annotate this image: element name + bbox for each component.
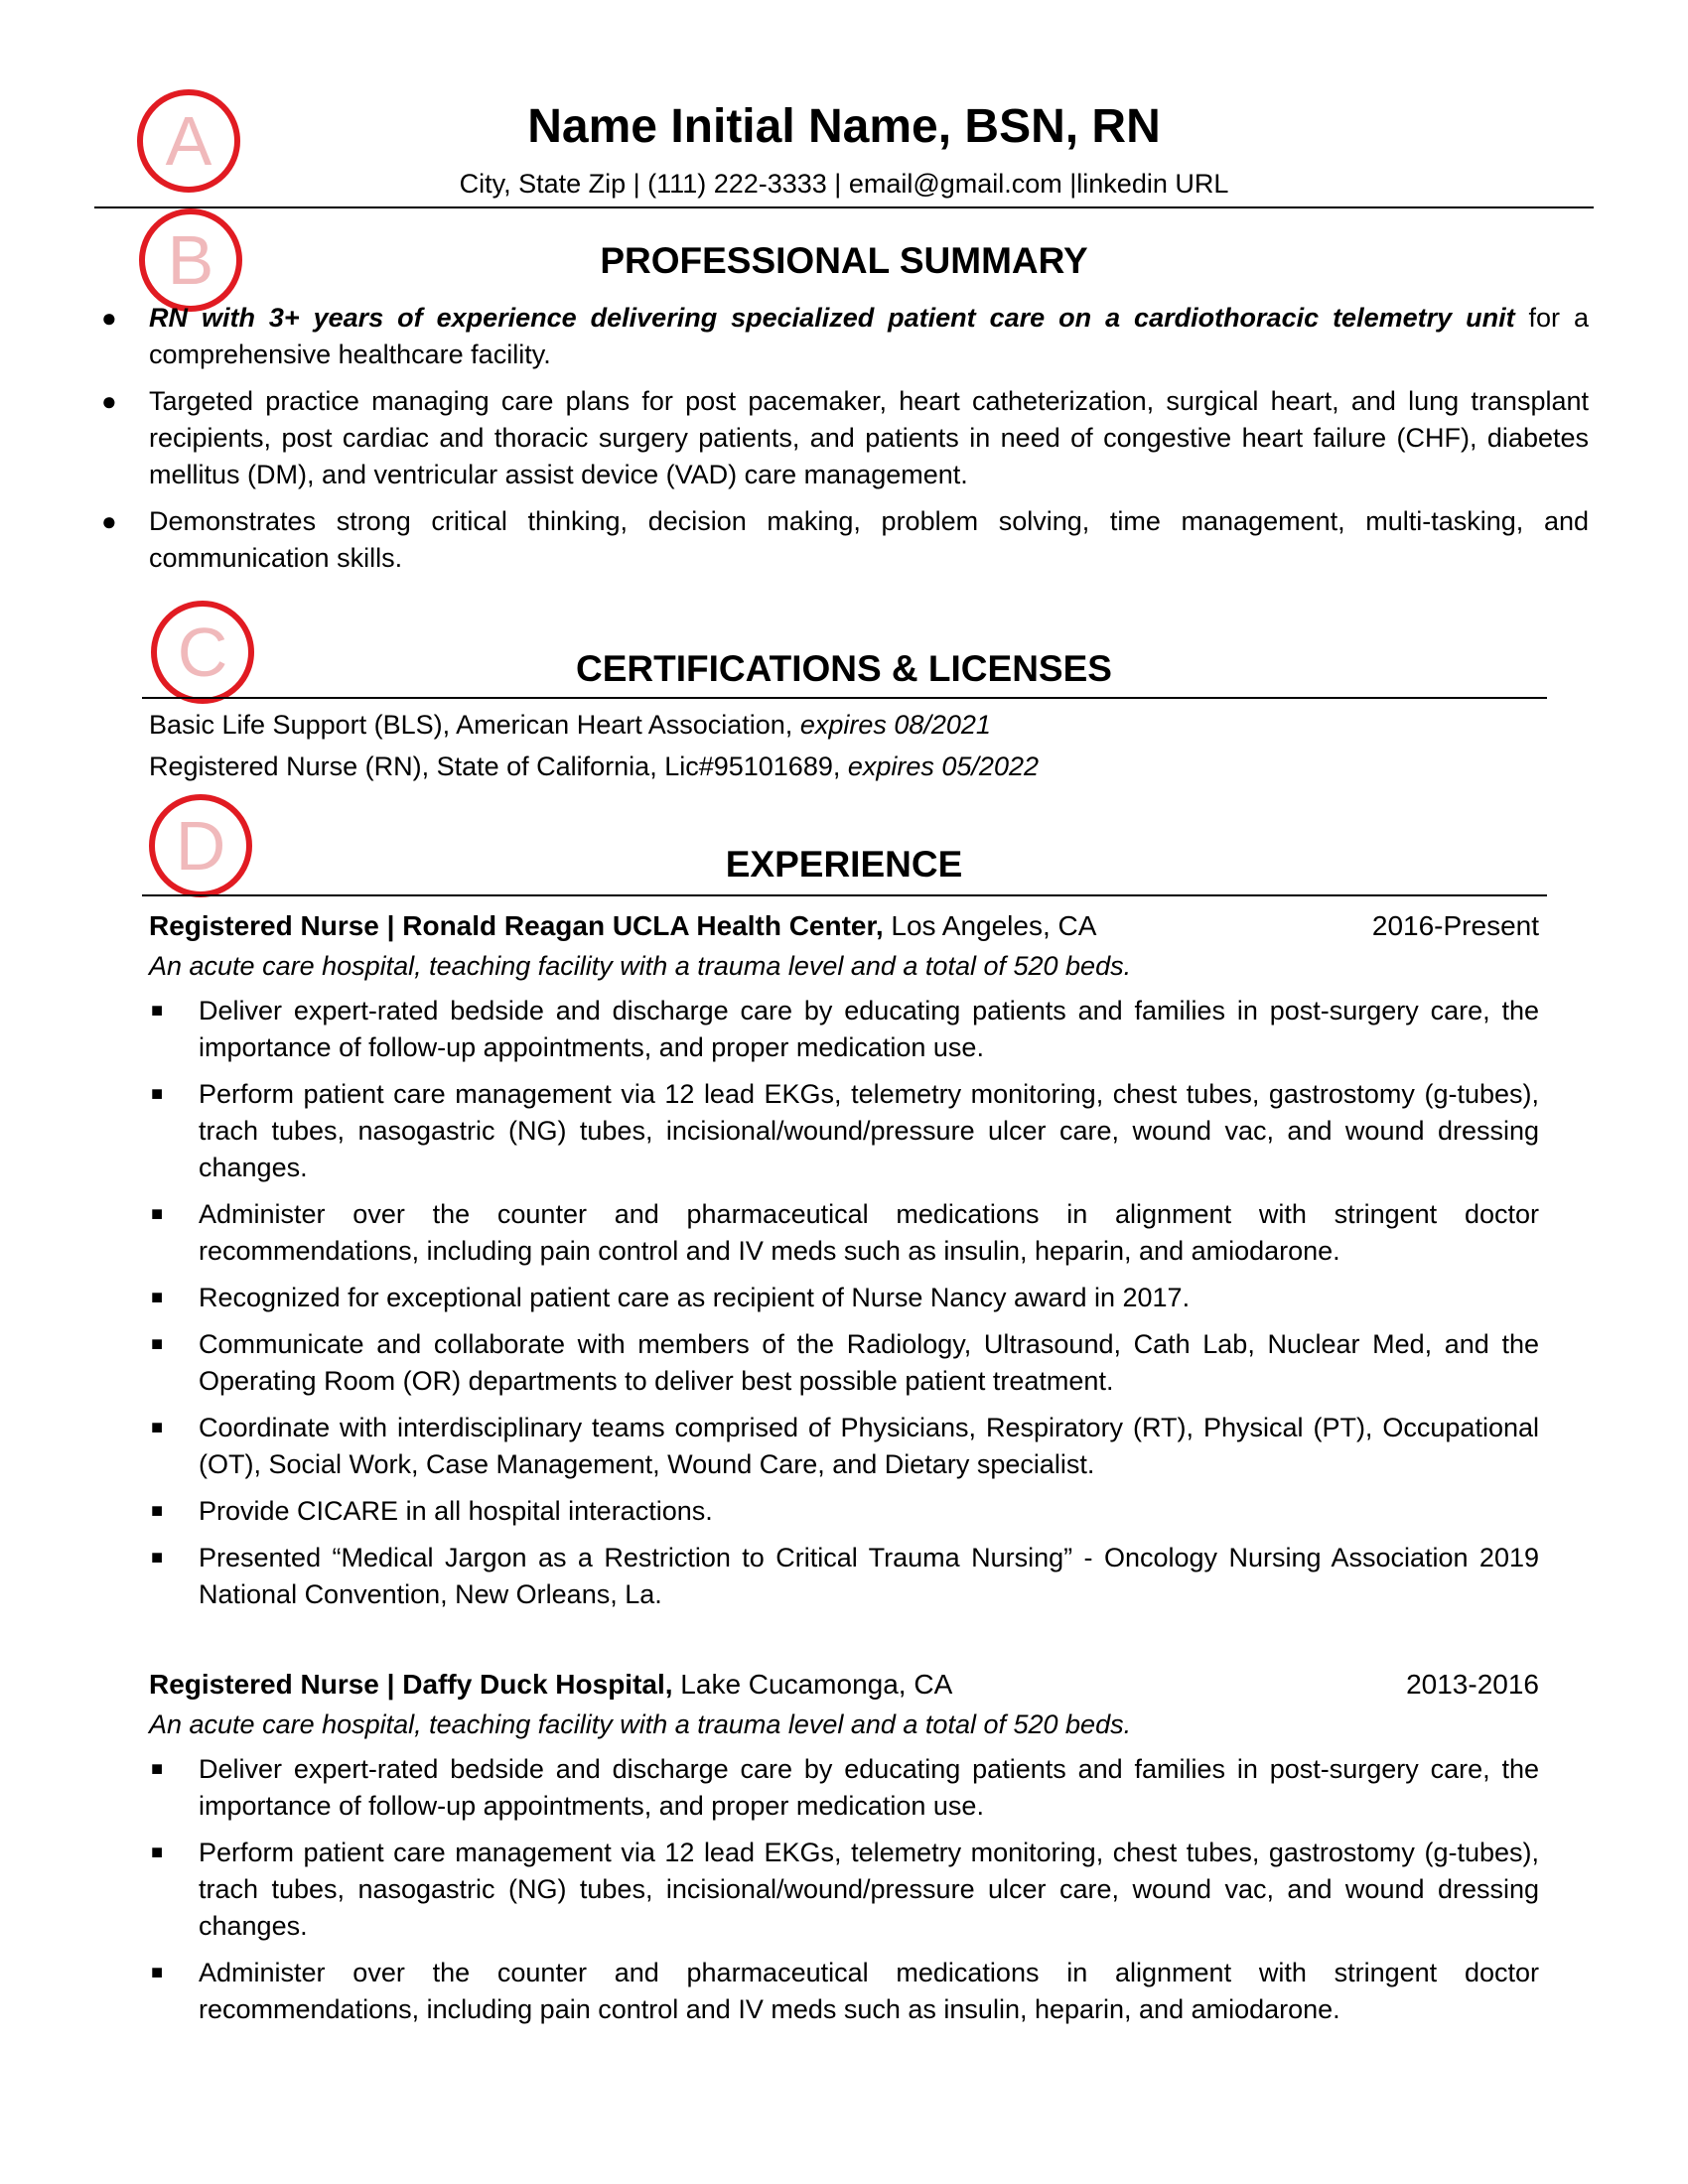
certification-text: Basic Life Support (BLS), American Heart Association,	[149, 710, 800, 740]
list-item: ■ Communicate and collaborate with members of the Radiology, Ultrasound, Cath Lab, Nuclear Med, and the Operating Room (OR) departments to deliver best possible patient treatment.	[199, 1326, 1539, 1400]
certifications-divider	[142, 697, 1547, 699]
summary-heading: PROFESSIONAL SUMMARY	[600, 240, 1088, 281]
summary-item-text: Demonstrates strong critical thinking, decision making, problem solving, time management, multi-tasking, and communication skills.	[149, 506, 1589, 573]
summary-item-text: Targeted practice managing care plans for post pacemaker, heart catheterization, surgical heart, and lung transplant recipients, post cardiac and thoracic surgery patients, and patients in need of congestive heart failure (CHF), diabetes mellitus (DM), and ventricular assist device (VAD) care management.	[149, 386, 1589, 489]
certification-item	[149, 749, 1039, 785]
summary-list	[101, 300, 1589, 587]
job-title: Registered Nurse | Ronald Reagan UCLA Health Center,	[149, 910, 884, 941]
job-location: Los Angeles, CA	[883, 910, 1097, 941]
job-dates: 2013-2016	[1406, 1669, 1539, 1700]
job-header	[149, 907, 1539, 945]
bullet-dot-icon: ●	[101, 506, 117, 536]
summary-item	[101, 503, 1589, 577]
job-bullets	[151, 993, 1539, 1623]
square-bullet-icon: ■	[151, 1287, 164, 1308]
annotation-marker-d: D	[149, 794, 252, 897]
job-title: Registered Nurse | Daffy Duck Hospital,	[149, 1669, 673, 1700]
certification-text: Registered Nurse (RN), State of California, Lic#95101689,	[149, 751, 848, 781]
certification-expiry: expires 08/2021	[799, 710, 991, 740]
list-item: ■ Coordinate with interdisciplinary teams comprised of Physicians, Respiratory (RT), Physical (PT), Occupational (OT), Social Work, Case Management, Wound Care, and Dietary specialist.	[199, 1410, 1539, 1483]
square-bullet-icon: ■	[151, 1758, 164, 1780]
candidate-name: Name Initial Name, BSN, RN	[527, 100, 1161, 153]
summary-item-highlight: RN with 3+ years of experience delivering specialized patient care on a cardiothoracic telemetry unit	[149, 303, 1515, 333]
square-bullet-icon: ■	[151, 1000, 164, 1022]
square-bullet-icon: ■	[151, 1547, 164, 1569]
list-item: ■ Perform patient care management via 12 lead EKGs, telemetry monitoring, chest tubes, gastrostomy (g-tubes), trach tubes, nasogastric (NG) tubes, incisional/wound/pressure ulcer care, wound vac, and wound dressing changes.	[199, 1076, 1539, 1186]
square-bullet-icon: ■	[151, 1842, 164, 1863]
list-item: ■ Recognized for exceptional patient care as recipient of Nurse Nancy award in 2017.	[199, 1280, 1539, 1316]
annotation-marker-a: A	[137, 89, 240, 193]
annotation-marker-b: B	[139, 208, 242, 312]
job-description: An acute care hospital, teaching facility with a trauma level and a total of 520 beds.	[149, 1709, 1132, 1739]
square-bullet-icon: ■	[151, 1333, 164, 1355]
summary-item-text: for a comprehensive healthcare facility.	[149, 303, 1589, 369]
summary-item	[101, 383, 1589, 493]
square-bullet-icon: ■	[151, 1083, 164, 1105]
square-bullet-icon: ■	[151, 1500, 164, 1522]
annotation-marker-c: C	[151, 601, 254, 704]
contact-line: City, State Zip | (111) 222-3333 | email@gmail.com |linkedin URL	[459, 169, 1229, 199]
summary-item	[101, 300, 1589, 373]
bullet-dot-icon: ●	[101, 386, 117, 416]
list-item: ■ Administer over the counter and pharmaceutical medications in alignment with stringent doctor recommendations, including pain control and IV meds such as insulin, heparin, and amiodarone.	[199, 1955, 1539, 2028]
job-location: Lake Cucamonga, CA	[672, 1669, 953, 1700]
square-bullet-icon: ■	[151, 1962, 164, 1983]
certification-expiry: expires 05/2022	[847, 751, 1039, 781]
list-item: ■ Administer over the counter and pharmaceutical medications in alignment with stringent doctor recommendations, including pain control and IV meds such as insulin, heparin, and amiodarone.	[199, 1196, 1539, 1270]
list-item: ■ Provide CICARE in all hospital interactions.	[199, 1493, 1539, 1530]
job-bullets	[151, 1751, 1539, 2038]
header-divider	[94, 206, 1594, 208]
job-dates: 2016-Present	[1371, 910, 1539, 941]
certification-item	[149, 707, 991, 744]
list-item: ■ Perform patient care management via 12 lead EKGs, telemetry monitoring, chest tubes, gastrostomy (g-tubes), trach tubes, nasogastric (NG) tubes, incisional/wound/pressure ulcer care, wound vac, and wound dressing changes.	[199, 1835, 1539, 1945]
bullet-dot-icon: ●	[101, 303, 117, 333]
list-item: ■ Deliver expert-rated bedside and discharge care by educating patients and families in post-surgery care, the importance of follow-up appointments, and proper medication use.	[199, 1751, 1539, 1825]
square-bullet-icon: ■	[151, 1417, 164, 1438]
list-item: ■ Presented “Medical Jargon as a Restriction to Critical Trauma Nursing” - Oncology Nursing Association 2019 National Convention, New Orleans, La.	[199, 1540, 1539, 1613]
job-description: An acute care hospital, teaching facility with a trauma level and a total of 520 beds.	[149, 951, 1132, 981]
square-bullet-icon: ■	[151, 1203, 164, 1225]
experience-divider	[142, 894, 1547, 896]
job-header	[149, 1666, 1539, 1704]
experience-heading: EXPERIENCE	[725, 844, 963, 885]
certifications-heading: CERTIFICATIONS & LICENSES	[576, 648, 1112, 689]
list-item: ■ Deliver expert-rated bedside and discharge care by educating patients and families in post-surgery care, the importance of follow-up appointments, and proper medication use.	[199, 993, 1539, 1066]
